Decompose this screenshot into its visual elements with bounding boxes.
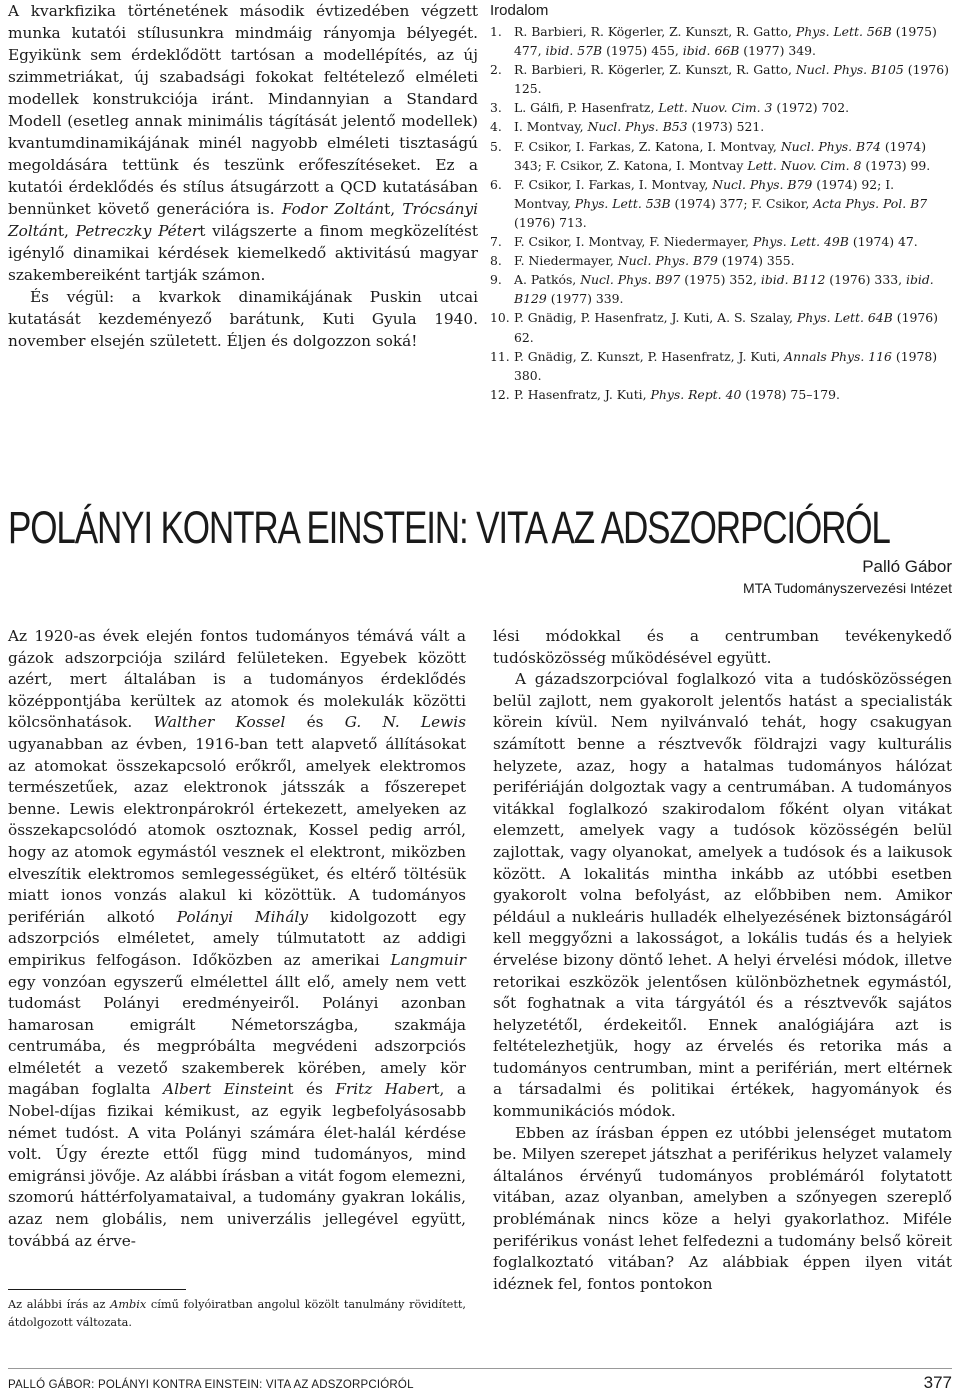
reference-number: 4. — [490, 119, 502, 135]
reference-authors: L. Gálfi, P. Hasenfratz, — [514, 100, 655, 116]
reference-volume: B74 — [856, 138, 881, 154]
reference-item — [490, 137, 952, 175]
footnote-rule — [8, 1289, 186, 1290]
reference-number: 11. — [490, 348, 510, 364]
article-body-left — [8, 626, 466, 1252]
article-title: POLÁNYI KONTRA EINSTEIN: VITA AZ ADSZORPCIÓRÓL — [8, 502, 890, 553]
reference-item — [490, 385, 952, 404]
reference-item — [490, 98, 952, 117]
reference-number: 9. — [490, 272, 502, 288]
reference-detail: (1975) 477, — [514, 24, 937, 59]
reference-journal: ibid. — [760, 272, 789, 288]
reference-volume: B112 — [792, 272, 826, 288]
reference-detail: (1972) 702. — [776, 100, 850, 116]
reference-item — [490, 22, 952, 60]
reference-volume: B97 — [655, 272, 681, 288]
reference-journal: Annals Phys. — [784, 348, 865, 364]
reference-volume: 116 — [868, 348, 892, 364]
reference-journal: Phys. Lett. — [796, 310, 864, 326]
reference-journal: Nucl. Phys. — [587, 119, 659, 135]
reference-detail: (1974) 47. — [852, 234, 918, 250]
reference-detail: (1974) 92; I. Montvay, — [514, 176, 895, 211]
reference-authors: P. Hasenfratz, J. Kuti, — [514, 386, 647, 402]
paragraph: lési módokkal és a centrumban tevékenykedő tudósközösség működésével együtt. — [493, 627, 952, 667]
reference-detail: (1977) 349. — [743, 43, 816, 59]
references — [490, 0, 952, 404]
reference-detail: (1976) 713. — [514, 214, 587, 230]
reference-item — [490, 251, 952, 270]
reference-journal: Phys. Rept. — [650, 386, 722, 402]
reference-authors: A. Patkós, — [514, 272, 577, 288]
reference-journal: Nucl. Phys. — [580, 272, 652, 288]
reference-journal: Nucl. Phys. — [780, 138, 853, 154]
reference-volume: B79 — [787, 176, 813, 192]
reference-detail: (1973) 99. — [865, 157, 931, 173]
reference-authors: F. Csikor, I. Farkas, I. Montvay, — [514, 176, 709, 192]
reference-journal: Lett. Nuov. Cim. — [658, 100, 761, 116]
footnote: Az alábbi írás az Ambix című folyóiratban angolul közölt tanulmány rövidített, átdolgozott változata. — [8, 1298, 467, 1329]
reference-volume: B7 — [910, 195, 928, 211]
paragraph: A gázadszorpcióval foglalkozó vita a tudósközösségen belül zajlott, nem gyakorolt jelentős hatást a specialisták körein kívül. Nem nyilvánvaló tehát, hogy csakugyan számított benne a résztvevők földrajzi vagy kulturális helyzete, azaz, hogy a hatalmas tudományos hálózat perifériáján dolgoztak vagy a centrumában. A tudományos vitákkal foglalkozó szakirodalom főként olyan vitákat elemzett, amelyek vagy a tudósok közösségén belül zajlottak, vagy olyanokat, amelyek a tudósok és a laikusok között. A lokalitás mintha inkább az utóbbi esetben gyakorolt volna befolyást, az előbbiben nem. Amikor például a nukleáris hulladék elhelyezésének biztonságáról kell meggyőzni a lakosságot, a lokális tudás és a helyiek érvelése bizony döntő lehet. A helyi érvelési módok, illetve retorikai eszközök jelentősen különbözhetnek egymástól, sőt foghatnak a vita tárgyától és a résztvevők sajátos helyzetétől, érdekeitől. Ennek analógiájára azt is feltételezhetjük, hogy az érvelés és retorika más a tudományos centrumban, mint a periférián, mert eltérnek a társadalmi és politikai értékek, hagyományok és kommunikációs módok. — [493, 670, 952, 1121]
author-block — [743, 556, 952, 598]
reference-detail: (1976) 125. — [514, 62, 949, 97]
reference-journal: Phys. Lett. — [574, 195, 642, 211]
reference-volume: B129 — [514, 291, 547, 307]
reference-item — [490, 347, 952, 385]
reference-volume: B53 — [662, 119, 688, 135]
reference-detail: (1973) 521. — [691, 119, 765, 135]
reference-volume: 53B — [645, 195, 671, 211]
reference-journal: Phys. Lett. — [753, 234, 821, 250]
reference-number: 3. — [490, 100, 502, 116]
reference-number: 5. — [490, 138, 502, 154]
reference-journal: Nucl. Phys. — [712, 176, 784, 192]
paragraph: És végül: a kvarkok dinamikájának Puskin utcai kutatását kezdeményező barátunk, Kuti Gyula 1940. november elsején született. Éljen és dolgozzon soká! — [8, 288, 478, 350]
reference-item — [490, 60, 952, 98]
reference-item — [490, 117, 952, 136]
author-name: Palló Gábor — [862, 557, 952, 576]
reference-detail: (1978) 75–179. — [745, 386, 840, 402]
reference-detail: (1977) 339. — [550, 291, 624, 307]
reference-volume: 66B — [714, 43, 740, 59]
reference-item — [490, 232, 952, 251]
reference-number: 1. — [490, 24, 502, 39]
reference-volume: B79 — [692, 253, 718, 269]
reference-journal: Acta Phys. Pol. — [813, 195, 907, 211]
paragraph: Az 1920-as évek elején fontos tudományos témává vált a gázok adszorpciója szilárd felületeken. Egyebek között azért, mert általában is a tudományos érdeklődés középpontjába kerültek az atomok és molekulák közötti kölcsönhatások. Walther Kossel és G. N. Lewis ugyanabban az évben, 1916-ban tett alapvető állításokat az atomokat összekapcsoló erőkről, amelyek elektromos természetűek, azaz elektronok játsszák a főszerepet benne. Lewis elektronpárokról értekezett, amelyeken az összekapcsolódó atomok osztoznak, Kossel pedig arról, hogy az atomok egymástól vesznek el elektront, miközben elveszítik elektromos semlegességüket, és eltérő töltésük miatt ionos vonzás alakul ki közöttük. A tudományos periférián alkotó Polányi Mihály kidolgozott egy adszorpciós elméletet, amely túlmutatott az addigi empirikus felfogáson. Időközben az amerikai Langmuir egy vonzóan egyszerű elmélettel állt elő, amely nem vett tudomást Polányi eredményeiről. Polányi azonban hamarosan emigrált Németországba, szakmája centrumába, és megpróbálta megvédeni adszorpciós elméletét a vezető szakemberek körében, amely kör magában foglalta Albert Einsteint és Fritz Habert, a Nobel-díjas fizikai kémikust, az egyik legbefolyásosabb német tudóst. A vita Polányi számára élet-halál kérdése volt. Úgy érezte ettől függ mind tudományos, mind emigránsi jövője. Az alábbi írásban a vitát fogom elemezni, szomorú háttérfolyamataival, a tudomány gyakran lokális, azaz nem globális, nem univerzális jellegével együtt, továbbá az érve- — [8, 627, 466, 1250]
reference-item — [490, 308, 952, 346]
reference-volume: 49B — [824, 234, 849, 250]
reference-journal: Lett. Nuov. Cim. — [747, 157, 850, 173]
reference-authors: I. Montvay, — [514, 119, 584, 135]
footer-rule — [8, 1368, 952, 1369]
reference-volume: 64B — [867, 310, 893, 326]
reference-volume: 56B — [866, 24, 892, 39]
references-heading: Irodalom — [490, 2, 549, 19]
reference-detail: (1976) 62. — [514, 310, 938, 345]
reference-number: 7. — [490, 234, 502, 250]
paragraph: A kvarkfizika történetének második évtizedében végzett munka kutatói stílusunkra mindmáig rányomja bélyegét. Egyikünk sem érdeklődött tartósan a modellépítés, az új szimmetriákat, új szabadsági fokokat feltételező elméleti modellek konstrukciója iránt. Mindannyian a Standard Modell (esetleg annak minimális tágítását jelentő modellek) kvantumdinamikájának minél nagyobb elméleti tisztaságú megoldására tettünk és teszünk erőfeszítéseket. Ez a kutatói érdeklődés és stílus átsugárzott a QCD kutatásában bennünket követő generációra is. Fodor Zoltánt, Trócsányi Zoltánt, Petreczky Pétert világszerte a finom megközelítést igénylő dinamikai kérdések kiemelkedő aktivitású magyar szakembereiként tartják számon. — [8, 2, 478, 284]
reference-journal: ibid. — [545, 43, 574, 59]
reference-detail: (1974) 377; F. Csikor, — [674, 195, 810, 211]
reference-authors: P. Gnädig, Z. Kunszt, P. Hasenfratz, J. Kuti, — [514, 348, 781, 364]
running-head: PALLÓ GÁBOR: POLÁNYI KONTRA EINSTEIN: VITA AZ ADSZORPCIÓRÓL — [8, 1379, 414, 1391]
author-affiliation: MTA Tudományszervezési Intézet — [742, 580, 952, 596]
reference-volume: 57B — [577, 43, 603, 59]
reference-detail: (1978) 380. — [514, 348, 938, 383]
reference-volume: 8 — [853, 157, 862, 173]
article-body-right — [493, 626, 952, 1295]
reference-detail: (1975) 352, — [684, 272, 757, 288]
reference-number: 12. — [490, 386, 510, 402]
reference-authors: F. Csikor, I. Farkas, Z. Katona, I. Montvay, — [514, 138, 777, 154]
reference-number: 10. — [490, 310, 510, 326]
previous-article-text — [8, 0, 478, 352]
reference-volume: 3 — [764, 100, 773, 116]
reference-authors: P. Gnädig, P. Hasenfratz, J. Kuti, A. S. Szalay, — [514, 310, 793, 326]
reference-item — [490, 175, 952, 232]
reference-journal: Nucl. Phys. — [617, 253, 690, 269]
reference-authors: F. Niedermayer, — [514, 253, 614, 269]
reference-detail: (1974) 355. — [721, 253, 795, 269]
reference-volume: 40 — [725, 386, 742, 402]
reference-volume: B105 — [871, 62, 904, 78]
page-number: 377 — [923, 1373, 952, 1392]
reference-journal: Phys. Lett. — [795, 24, 863, 39]
reference-number: 8. — [490, 253, 502, 269]
reference-detail: (1975) 455, — [606, 43, 679, 59]
reference-journal: ibid. — [905, 272, 934, 288]
reference-journal: Nucl. Phys. — [795, 62, 868, 78]
reference-item — [490, 270, 952, 308]
reference-authors: R. Barbieri, R. Kögerler, Z. Kunszt, R. Gatto, — [514, 62, 792, 78]
reference-number: 6. — [490, 176, 502, 192]
reference-authors: F. Csikor, I. Montvay, F. Niedermayer, — [514, 234, 750, 250]
reference-detail: (1976) 333, — [829, 272, 903, 288]
reference-authors: R. Barbieri, R. Kögerler, Z. Kunszt, R. Gatto, — [514, 24, 792, 39]
reference-journal: ibid. — [682, 43, 711, 59]
paragraph: Ebben az írásban éppen ez utóbbi jelenséget mutatom be. Milyen szerepet játszhat a periférikus helyzet valamely általános érvényű tudományos problémáról folytatott vitában, azaz olyanban, amelyben a szőnyegen szereplő problémának nincs köze a helyi gyakorlathoz. Miféle periférikus vonást lehet felfedezni a tudomány belső köreit foglalkoztató vitában? Az alábbiak éppen ilyen vitát idéznek fel, fontos pontokon — [493, 1123, 952, 1293]
reference-list — [490, 22, 952, 404]
reference-detail: (1974) 343; F. Csikor, Z. Katona, I. Montvay — [514, 138, 927, 173]
reference-number: 2. — [490, 62, 502, 78]
